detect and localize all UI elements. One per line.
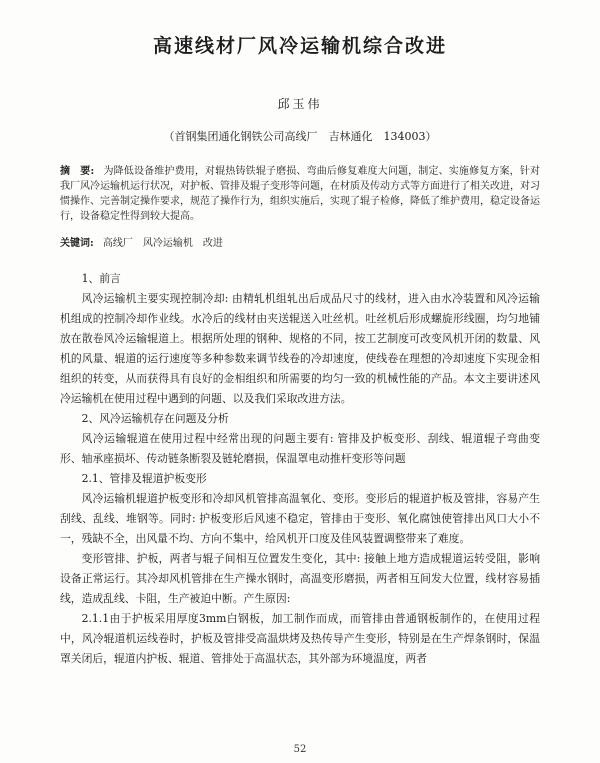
section-heading-problems: 2、风冷运输机存在问题及分析	[81, 411, 229, 425]
page-title: 高速线材厂风冷运输机综合改进	[152, 35, 447, 57]
abstract	[60, 164, 540, 224]
section-heading-intro: 1、前言	[81, 271, 121, 285]
keywords-label: 关键词:	[60, 237, 94, 249]
abstract-label: 摘 要:	[60, 165, 95, 177]
affiliation: （首钢集团通化钢铁公司高线厂 吉林通化 134003）	[163, 129, 437, 143]
abstract-text: 为降低设备维护费用，对辊热铸铁辊子磨损、弯曲后修复难度大问题，制定、实施修复方案，针对我厂风冷运输机运行状况，对护板、管排及辊子变形等问题，在材质及传动方式等方面进行了相关改进，对习惯操作、完善制定操作要求，规范了操作行为，组织实施后，实现了辊子检修，降低了维护费用，稳定设备运行，设备稳定性得到较大提高。	[60, 165, 540, 222]
author-name: 邱玉伟	[277, 96, 323, 111]
keywords	[60, 236, 540, 251]
paragraph-deformation-2: 变形管排、护板，两者与辊子间相互位置发生变化，其中: 接触上地方造成辊道运转受阻，影响设备正常运行。其冷却风机管排在生产操水钢时，高温变形磨损，两者相互间发大位置，线材容易插线，造成乱线、卡阻，生产被迫中断。产生原因:	[60, 551, 540, 605]
paragraph-deformation-1: 风冷运输机辊道护板变形和冷却风机管排高温氧化、变形。变形后的辊道护板及管排，容易产生刮线、乱线、堆钢等。同时: 护板变形后风速不稳定，管排由于变形、氧化腐蚀使管排出风口大小不一，残缺不全，出风量不均、方向不集中，给风机开口度及佳风装置调整带来了难度。	[60, 491, 540, 545]
paragraph-problems-overview: 风冷运输辊道在使用过程中经常出现的问题主要有: 管排及护板变形、刮线、辊道辊子弯曲变形、轴承座损坏、传动链条断裂及链轮磨损，保温罩电动推杆变形等问题	[60, 431, 540, 465]
paragraph-intro: 风冷运输机主要实现控制冷却: 由精轧机组轧出后成品尺寸的线材，进入由水冷装置和风冷运输机组成的控制冷却作业线。水冷后的线材由夹送辊送入吐丝机。吐丝机后形成螺旋形线圈，均匀地铺放在散卷风冷运输辊道上。根据所处理的钢种、规格的不同，按工艺制度可改变风机开闭的数量、风机的风量、辊道的运行速度等多种参数来调节线卷的冷却速度，使线卷在理想的冷却速度下实现金相组织的转变，从而获得具有良好的金相组织和所需要的均匀一致的机械性能的产品。本文主要讲述风冷运输机在使用过程中遇到的问题、以及我们采取改进方法。	[60, 291, 540, 405]
keywords-text: 高线厂 风冷运输机 改进	[102, 237, 223, 249]
section-heading-deformation: 2.1、管排及辊道护板变形	[81, 471, 207, 485]
page-number: 52	[293, 744, 307, 755]
paragraph-deformation-cause: 2.1.1由于护板采用厚度3mm白钢板，加工制作而成，而管排由普通钢板制作的，在使用过程中，风冷辊道机运线卷时，护板及管排受高温烘烤及热传导产生变形，特别是在生产焊条钢时，保温罩关闭后，辊道内护板、辊道、管排处于高温状态，其外部为环境温度，两者	[60, 611, 540, 665]
